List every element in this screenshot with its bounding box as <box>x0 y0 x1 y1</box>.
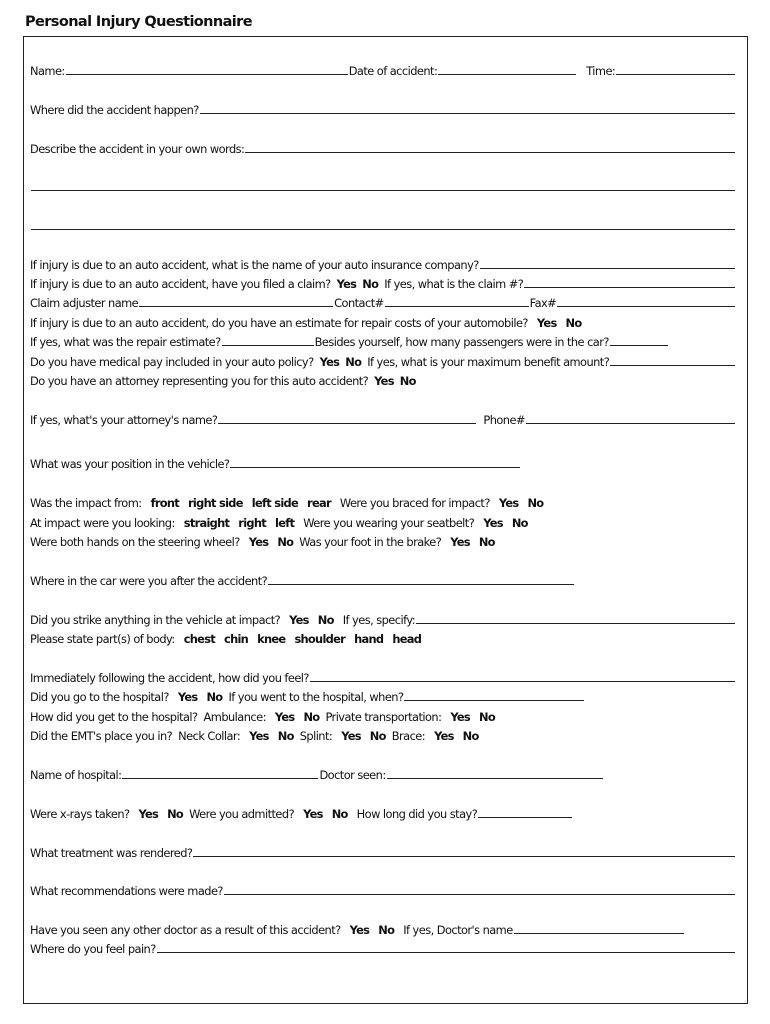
seatbelt-label: Were you wearing your seatbelt? <box>303 516 475 530</box>
foot-label: Was your foot in the brake? <box>299 535 442 549</box>
attorney-label: Do you have an attorney representing you for this auto accident? <box>30 374 369 388</box>
passengers-label: Besides yourself, how many passengers were in the car? <box>314 335 609 349</box>
estimate-no[interactable]: No <box>565 316 582 330</box>
seatbelt-no[interactable]: No <box>511 516 528 530</box>
passengers-field[interactable] <box>610 345 668 346</box>
xrays-no[interactable]: No <box>167 807 184 821</box>
row-emt <box>30 727 736 743</box>
emt-label: Did the EMT's place you in? <box>30 729 173 743</box>
hospital-when-field[interactable] <box>404 700 584 701</box>
where-label: Where did the accident happen? <box>30 103 199 117</box>
date-field[interactable] <box>438 74 576 75</box>
other-doctor-label: Have you seen any other doctor as a result of this accident? <box>30 923 341 937</box>
row-hands <box>30 533 736 549</box>
foot-yes[interactable]: Yes <box>450 535 470 549</box>
splint-no[interactable]: No <box>369 729 386 743</box>
body-part-head[interactable]: head <box>392 632 422 646</box>
phone-label: Phone# <box>483 413 525 427</box>
body-part-chin[interactable]: chin <box>224 632 249 646</box>
foot-no[interactable]: No <box>478 535 495 549</box>
hospital-when-label: If you went to the hospital, when? <box>228 690 404 704</box>
attorney-no[interactable]: No <box>399 374 416 388</box>
row-where <box>30 101 736 117</box>
row-estimate <box>30 314 736 330</box>
stay-field[interactable] <box>478 817 572 818</box>
admitted-yes[interactable]: Yes <box>303 807 323 821</box>
row-pain <box>30 940 736 956</box>
row-looking <box>30 514 736 530</box>
form-title: Personal Injury Questionnaire <box>25 14 252 30</box>
braced-no[interactable]: No <box>527 496 544 510</box>
time-label: Time: <box>586 64 616 78</box>
row-describe-3 <box>30 217 736 233</box>
row-attorney-name <box>30 411 736 427</box>
brace-no[interactable]: No <box>462 729 479 743</box>
hospital-name-label: Name of hospital: <box>30 768 122 782</box>
after-label: Where in the car were you after the accident? <box>30 574 268 588</box>
claim-number-field[interactable] <box>524 287 735 288</box>
hospital-no[interactable]: No <box>206 690 223 704</box>
max-benefit-label: If yes, what is your maximum benefit amount? <box>367 355 610 369</box>
seatbelt-yes[interactable]: Yes <box>483 516 503 530</box>
medical-pay-no[interactable]: No <box>345 355 362 369</box>
hands-yes[interactable]: Yes <box>248 535 269 549</box>
feel-label: Immediately following the accident, how did you feel? <box>30 671 309 685</box>
adjuster-field[interactable] <box>139 306 333 307</box>
attorney-name-label: If yes, what's your attorney's name? <box>30 413 218 427</box>
fax-label: Fax# <box>529 296 557 310</box>
body-part-knee[interactable]: knee <box>257 632 286 646</box>
specify-label: If yes, specify: <box>342 613 415 627</box>
filed-claim-no[interactable]: No <box>362 277 379 291</box>
admitted-label: Were you admitted? <box>189 807 295 821</box>
braced-label: Were you braced for impact? <box>339 496 490 510</box>
attorney-name-field[interactable] <box>218 423 476 424</box>
doctor-seen-field[interactable] <box>387 778 603 779</box>
row-hospital-name <box>30 766 736 782</box>
position-field[interactable] <box>230 467 520 468</box>
insurance-company-label: If injury is due to an auto accident, what is the name of your auto insurance company? <box>30 258 479 272</box>
describe-field-line-2[interactable] <box>31 190 735 191</box>
ambulance-no[interactable]: No <box>303 710 320 724</box>
recommendations-label: What recommendations were made? <box>30 884 223 898</box>
other-doctor-no[interactable]: No <box>378 923 395 937</box>
private-no[interactable]: No <box>479 710 495 724</box>
looking-option-straight[interactable]: straight <box>183 516 230 530</box>
treatment-field[interactable] <box>193 856 735 857</box>
row-after <box>30 572 736 588</box>
hospital-label: Did you go to the hospital? <box>30 690 169 704</box>
body-parts-label: Please state part(s) of body: <box>30 632 175 646</box>
looking-option-right[interactable]: right <box>238 516 267 530</box>
looking-option-left[interactable]: left <box>275 516 295 530</box>
ambulance-yes[interactable]: Yes <box>274 710 295 724</box>
row-hospital <box>30 688 736 704</box>
get-hospital-label: How did you get to the hospital? <box>30 710 198 724</box>
splint-label: Splint: <box>299 729 333 743</box>
strike-no[interactable]: No <box>317 613 334 627</box>
ambulance-label: Ambulance: <box>203 710 266 724</box>
row-position <box>30 455 736 471</box>
impact-option-left-side[interactable]: left side <box>251 496 299 510</box>
attorney-yes[interactable]: Yes <box>374 374 394 388</box>
impact-option-right-side[interactable]: right side <box>188 496 243 510</box>
impact-from-label: Was the impact from: <box>30 496 142 510</box>
impact-option-rear[interactable]: rear <box>307 496 331 510</box>
feel-field[interactable] <box>310 681 735 682</box>
hospital-name-field[interactable] <box>122 778 318 779</box>
looking-label: At impact were you looking: <box>30 516 175 530</box>
impact-option-front[interactable]: front <box>150 496 180 510</box>
repair-estimate-field[interactable] <box>222 345 314 346</box>
describe-label: Describe the accident in your own words: <box>30 142 245 156</box>
insurance-company-field[interactable] <box>480 268 735 269</box>
adjuster-label: Claim adjuster name <box>30 296 139 310</box>
row-attorney <box>30 372 736 388</box>
name-label: Name: <box>30 64 65 78</box>
row-describe-2 <box>30 178 736 194</box>
pain-field[interactable] <box>157 952 735 953</box>
row-describe <box>30 140 736 156</box>
row-insurance-company <box>30 256 736 272</box>
row-treatment <box>30 844 736 860</box>
medical-pay-yes[interactable]: Yes <box>319 355 340 369</box>
row-adjuster <box>30 294 736 310</box>
contact-label: Contact# <box>334 296 384 310</box>
row-name-date-time <box>30 62 736 78</box>
admitted-no[interactable]: No <box>331 807 348 821</box>
position-label: What was your position in the vehicle? <box>30 457 230 471</box>
body-part-hand[interactable]: hand <box>354 632 384 646</box>
row-body-parts <box>30 630 736 646</box>
pain-label: Where do you feel pain? <box>30 942 156 956</box>
row-get-hospital <box>30 708 736 724</box>
date-label: Date of accident: <box>348 64 438 78</box>
filed-claim-label: If injury is due to an auto accident, have you filed a claim? <box>30 277 331 291</box>
doctor-seen-label: Doctor seen: <box>319 768 386 782</box>
repair-estimate-label: If yes, what was the repair estimate? <box>30 335 221 349</box>
hospital-yes[interactable]: Yes <box>177 690 198 704</box>
braced-yes[interactable]: Yes <box>498 496 519 510</box>
stay-label: How long did you stay? <box>356 807 478 821</box>
max-benefit-field[interactable] <box>610 365 735 366</box>
neck-collar-label: Neck Collar: <box>178 729 241 743</box>
filed-claim-yes[interactable]: Yes <box>336 277 357 291</box>
treatment-label: What treatment was rendered? <box>30 846 193 860</box>
xrays-yes[interactable]: Yes <box>138 807 159 821</box>
time-field[interactable] <box>616 74 735 75</box>
claim-number-label: If yes, what is the claim #? <box>384 277 524 291</box>
estimate-yes[interactable]: Yes <box>536 316 557 330</box>
other-doctor-yes[interactable]: Yes <box>349 923 370 937</box>
name-field[interactable] <box>66 74 348 75</box>
medical-pay-label: Do you have medical pay included in your auto policy? <box>30 355 314 369</box>
row-feel <box>30 669 736 685</box>
phone-field[interactable] <box>526 423 735 424</box>
row-medical-pay <box>30 353 736 369</box>
neck-collar-no[interactable]: No <box>277 729 294 743</box>
private-yes[interactable]: Yes <box>450 710 470 724</box>
after-field[interactable] <box>268 584 574 585</box>
row-recommendations <box>30 882 736 898</box>
hands-no[interactable]: No <box>277 535 294 549</box>
row-strike <box>30 611 736 627</box>
fax-field[interactable] <box>557 306 735 307</box>
strike-yes[interactable]: Yes <box>289 613 309 627</box>
body-part-shoulder[interactable]: shoulder <box>294 632 346 646</box>
brace-label: Brace: <box>391 729 426 743</box>
xrays-label: Were x-rays taken? <box>30 807 130 821</box>
splint-yes[interactable]: Yes <box>341 729 361 743</box>
brace-yes[interactable]: Yes <box>434 729 454 743</box>
where-field[interactable] <box>200 113 735 114</box>
describe-field[interactable] <box>245 152 735 153</box>
describe-field-line-3[interactable] <box>31 229 735 230</box>
body-part-chest[interactable]: chest <box>183 632 216 646</box>
private-label: Private transportation: <box>325 710 442 724</box>
strike-label: Did you strike anything in the vehicle at impact? <box>30 613 281 627</box>
recommendations-field[interactable] <box>224 894 735 895</box>
doctor-name-field[interactable] <box>514 933 684 934</box>
row-repair-estimate <box>30 333 736 349</box>
estimate-label: If injury is due to an auto accident, do you have an estimate for repair costs of your automobile? <box>30 316 528 330</box>
row-filed-claim <box>30 275 736 291</box>
specify-field[interactable] <box>416 623 735 624</box>
hands-label: Were both hands on the steering wheel? <box>30 535 240 549</box>
row-xrays <box>30 805 736 821</box>
contact-field[interactable] <box>385 306 529 307</box>
row-other-doctor <box>30 921 736 937</box>
neck-collar-yes[interactable]: Yes <box>249 729 269 743</box>
row-impact-from <box>30 494 736 510</box>
doctor-name-label: If yes, Doctor's name <box>403 923 513 937</box>
